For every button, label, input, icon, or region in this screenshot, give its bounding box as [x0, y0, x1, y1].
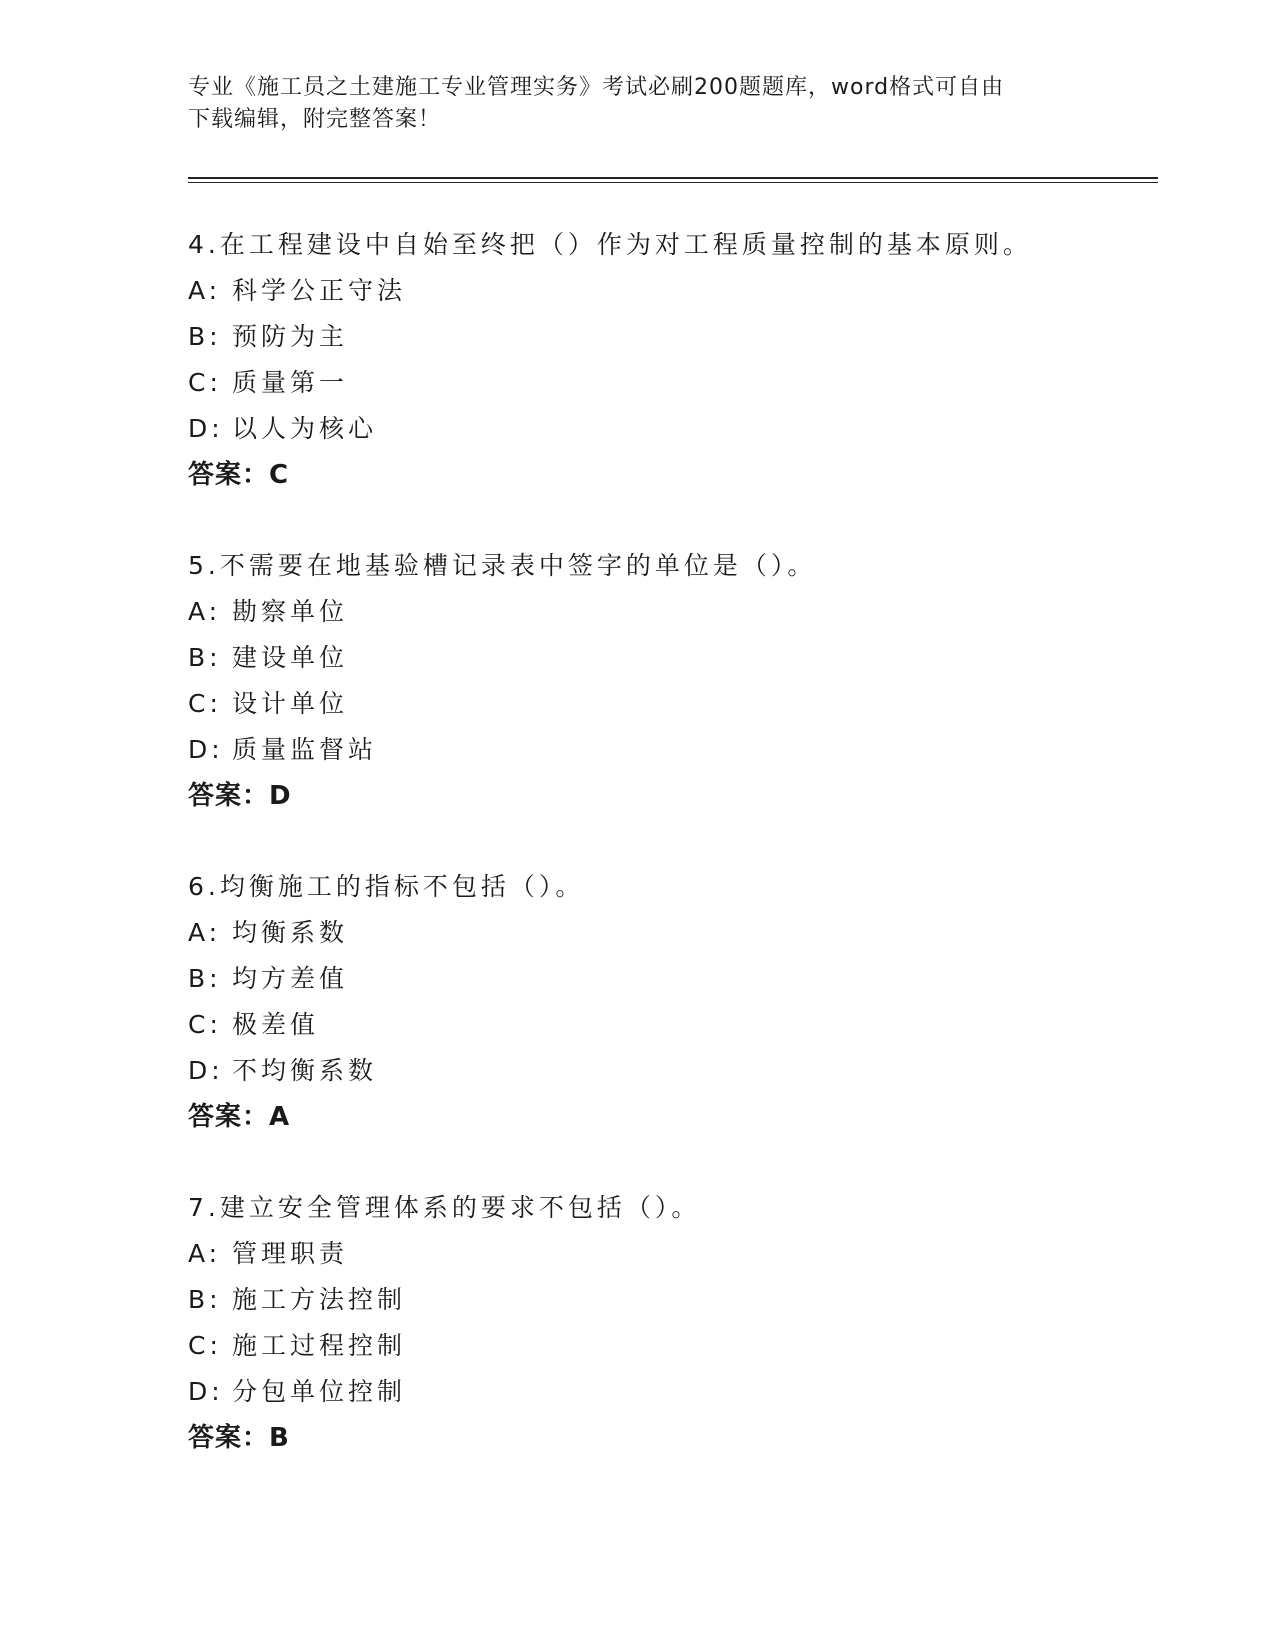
header-divider-thin [188, 182, 1158, 183]
option-text: 科学公正守法 [232, 276, 407, 305]
header-line-1: 专业《施工员之土建施工专业管理实务》考试必刷200题题库，word格式可自由 [188, 75, 1005, 100]
option-text: 均衡系数 [232, 918, 349, 947]
question-block [188, 1193, 1088, 1469]
option-c [188, 1010, 1088, 1056]
option-text: 施工过程控制 [232, 1331, 407, 1360]
option-text: 设计单位 [232, 689, 349, 718]
option-letter: C: [188, 689, 222, 718]
option-c [188, 368, 1088, 414]
option-letter: C: [188, 1331, 222, 1360]
option-text: 不均衡系数 [232, 1056, 378, 1085]
option-d [188, 1056, 1088, 1102]
answer-line: 答案：C [188, 460, 290, 490]
option-text: 质量第一 [232, 368, 349, 397]
option-b [188, 322, 1088, 368]
option-letter: B: [188, 964, 222, 993]
option-text: 预防为主 [232, 322, 349, 351]
option-b [188, 643, 1088, 689]
option-letter: B: [188, 643, 222, 672]
question-block [188, 872, 1088, 1148]
option-letter: D: [188, 735, 224, 764]
option-letter: A: [188, 276, 222, 305]
document-header [188, 72, 1088, 136]
option-text: 管理职责 [232, 1239, 349, 1268]
answer-line: 答案：B [188, 1423, 290, 1453]
option-letter: B: [188, 1285, 222, 1314]
option-letter: B: [188, 322, 222, 351]
option-a [188, 1239, 1088, 1285]
option-c [188, 1331, 1088, 1377]
option-text: 质量监督站 [232, 735, 378, 764]
option-text: 极差值 [232, 1010, 320, 1039]
option-b [188, 1285, 1088, 1331]
question-title: 6.均衡施工的指标不包括（）。 [188, 872, 585, 901]
option-letter: A: [188, 918, 222, 947]
option-letter: C: [188, 368, 222, 397]
option-text: 分包单位控制 [232, 1377, 407, 1406]
question-title: 4.在工程建设中自始至终把（）作为对工程质量控制的基本原则。 [188, 230, 1032, 259]
option-a [188, 276, 1088, 322]
option-letter: A: [188, 1239, 222, 1268]
option-text: 以人为核心 [232, 414, 378, 443]
option-text: 均方差值 [232, 964, 349, 993]
option-letter: C: [188, 1010, 222, 1039]
option-letter: D: [188, 1377, 224, 1406]
option-letter: A: [188, 597, 222, 626]
option-text: 建设单位 [232, 643, 349, 672]
option-letter: D: [188, 1056, 224, 1085]
answer-line: 答案：A [188, 1102, 291, 1132]
question-title: 5.不需要在地基验槽记录表中签字的单位是（）。 [188, 551, 817, 580]
option-text: 勘察单位 [232, 597, 349, 626]
option-letter: D: [188, 414, 224, 443]
option-d [188, 735, 1088, 781]
option-a [188, 918, 1088, 964]
option-d [188, 1377, 1088, 1423]
header-divider-thick [188, 177, 1158, 179]
answer-line: 答案：D [188, 781, 292, 811]
option-text: 施工方法控制 [232, 1285, 407, 1314]
option-d [188, 414, 1088, 460]
option-b [188, 964, 1088, 1010]
question-block [188, 230, 1088, 506]
question-title: 7.建立安全管理体系的要求不包括（）。 [188, 1193, 701, 1222]
question-block [188, 551, 1088, 827]
header-line-2: 下载编辑，附完整答案！ [188, 107, 442, 132]
option-c [188, 689, 1088, 735]
option-a [188, 597, 1088, 643]
